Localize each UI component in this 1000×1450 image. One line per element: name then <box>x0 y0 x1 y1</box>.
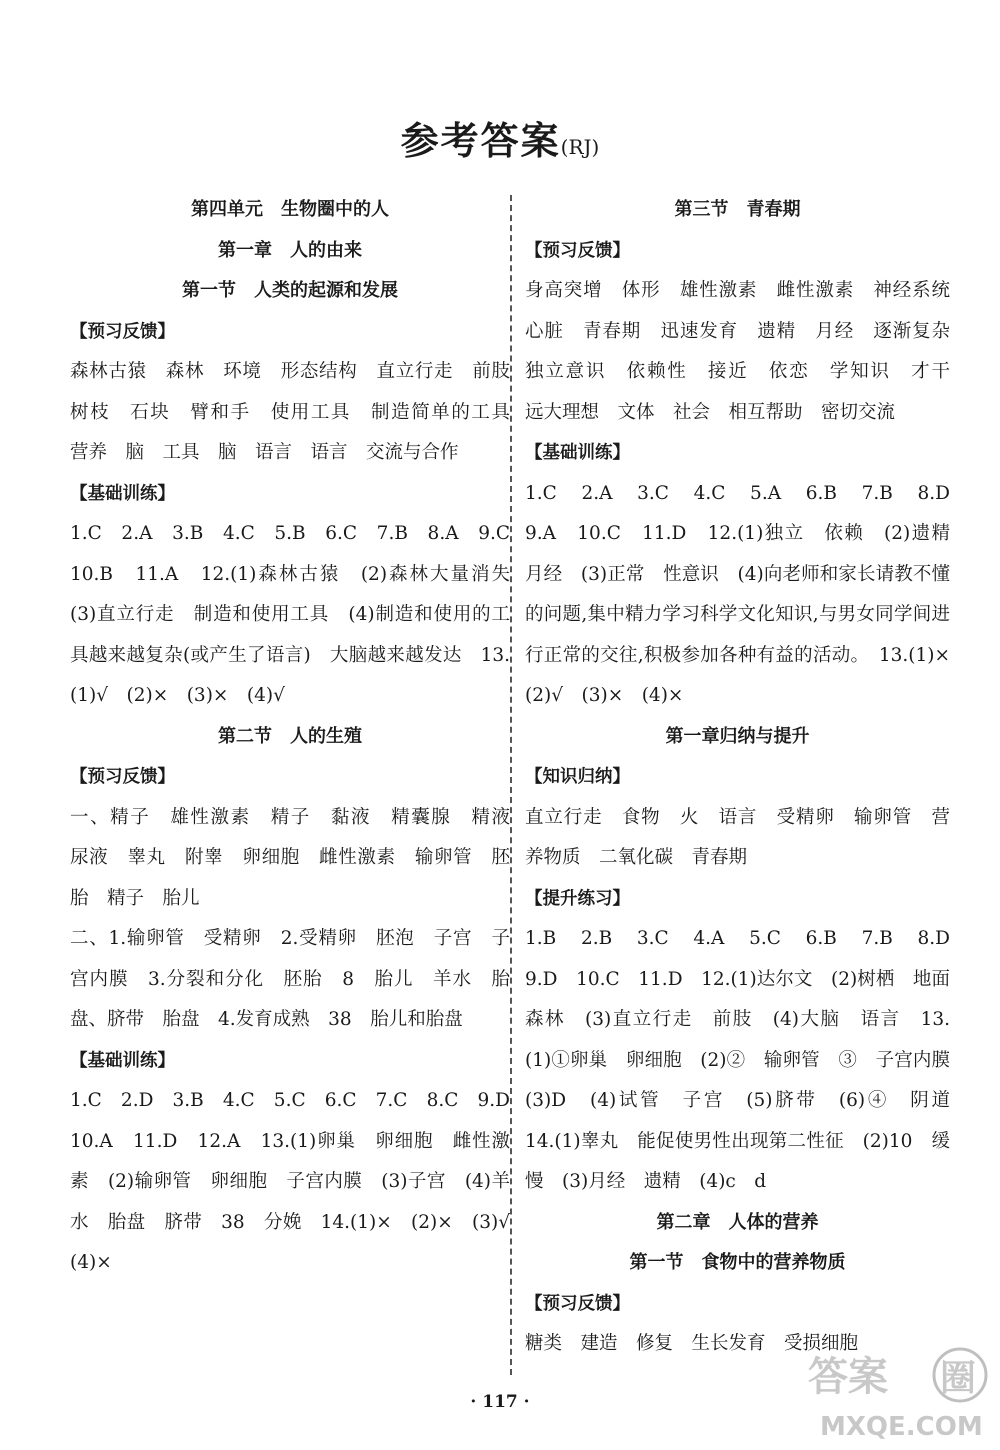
section-heading: 第一章归纳与提升 <box>665 725 810 747</box>
section-label: 【提升练习】 <box>525 888 630 909</box>
answer-paragraph: 1.B 2.B 3.C 4.A 5.C 6.B 7.B 8.D 9.D 10.C 11.D 12.(1)达尔文 (2)树栖 地面 森林 (3)直立行走 前肢 (4)大脑 语言 13.(1)①卵巢 卵细胞 (2)② 输卵管 ③ 子宫内膜 (3)D (4)试管 子宫 (5)脐带 (6)④ 阴道 14.(1)睾丸 能促使男性出现第二性征 (2)10 缓慢 (3)月经 遗精 (4)c d <box>525 928 969 1192</box>
section-heading: 第一章 人的由来 <box>218 239 362 261</box>
page-title <box>0 110 1000 165</box>
answer-paragraph: 一、精子 雄性激素 精子 黏液 精囊腺 精液 尿液 睾丸 附睾 卵细胞 雌性激素 输卵管 胚胎 精子 胎儿 <box>70 806 529 909</box>
answer-paragraph: 森林古猿 森林 环境 形态结构 直立行走 前肢 树枝 石块 臂和手 使用工具 制造简单的工具 营养 脑 工具 脑 语言 语言 交流与合作 <box>70 361 529 463</box>
section-heading: 第二章 人体的营养 <box>656 1211 819 1233</box>
answer-paragraph: 糖类 建造 修复 生长发育 受损细胞 <box>525 1333 859 1354</box>
section-label: 【基础训练】 <box>525 443 630 463</box>
section-label: 【预习反馈】 <box>525 240 630 261</box>
right-column <box>525 190 969 1365</box>
section-heading: 第一节 食物中的营养物质 <box>629 1252 846 1273</box>
section-label: 【预习反馈】 <box>70 321 175 342</box>
column-divider <box>510 195 512 1375</box>
answer-paragraph: 直立行走 食物 火 语言 受精卵 输卵管 营养物质 二氧化碳 青春期 <box>525 806 950 868</box>
section-heading: 第四单元 生物圈中的人 <box>191 199 389 220</box>
section-label: 【预习反馈】 <box>525 1293 630 1314</box>
svg-text:圈: 圈 <box>940 1358 977 1399</box>
answer-paragraph: 1.C 2.D 3.B 4.C 5.C 6.C 7.C 8.C 9.D 10.A 11.D 12.A 13.(1)卵巢 卵细胞 雌性激素 (2)输卵管 卵细胞 子宫内膜 (3)子宫 (4)羊水 胎盘 脐带 38 分娩 14.(1)× (2)× (3)√ (4)× <box>70 1090 529 1273</box>
watermark-logo <box>800 1335 995 1445</box>
section-label: 【基础训练】 <box>70 483 175 504</box>
svg-text:答案: 答案 <box>808 1354 888 1400</box>
svg-text:MXQE.COM: MXQE.COM <box>820 1412 983 1442</box>
answer-paragraph: 身高突增 体形 雄性激素 雌性激素 神经系统 心脏 青春期 迅速发育 遗精 月经 逐渐复杂 独立意识 依赖性 接近 依恋 学知识 才干 远大理想 文体 社会 相互帮助 密切交流 <box>525 280 969 423</box>
section-heading: 第三节 青春期 <box>674 199 801 220</box>
answer-paragraph: 二、1.输卵管 受精卵 2.受精卵 胚泡 子宫 子宫内膜 3.分裂和分化 胚胎 8 胎儿 羊水 胎盘、脐带 胎盘 4.发育成熟 38 胎儿和胎盘 <box>70 928 510 1030</box>
left-column <box>70 190 529 1284</box>
section-label: 【预习反馈】 <box>70 767 175 787</box>
title-suffix: (RJ) <box>560 135 600 159</box>
section-label: 【基础训练】 <box>70 1050 175 1071</box>
section-heading: 第二节 人的生殖 <box>218 725 362 747</box>
answer-paragraph: 1.C 2.A 3.C 4.C 5.A 6.B 7.B 8.D 9.A 10.C 11.D 12.(1)独立 依赖 (2)遗精 月经 (3)正常 性意识 (4)向老师和家长请教不懂的问题,集中精力学习科学文化知识,与男女同学间进行正常的交往,积极参加各种有益的活动。 13.(1)× (2)√ (3)× (4)× <box>525 482 969 706</box>
section-heading: 第一节 人类的起源和发展 <box>182 280 398 301</box>
page-number: · 117 · <box>470 1392 530 1412</box>
title-main: 参考答案 <box>400 118 561 163</box>
section-label: 【知识归纳】 <box>525 767 630 787</box>
answer-paragraph: 1.C 2.A 3.B 4.C 5.B 6.C 7.B 8.A 9.C 10.B 11.A 12.(1)森林古猿 (2)森林大量消失 (3)直立行走 制造和使用工具 (4)制造和使用的工具越来越复杂(或产生了语言) 大脑越来越发达 13.(1)√ (2)× (3)× (4)√ <box>70 523 529 706</box>
